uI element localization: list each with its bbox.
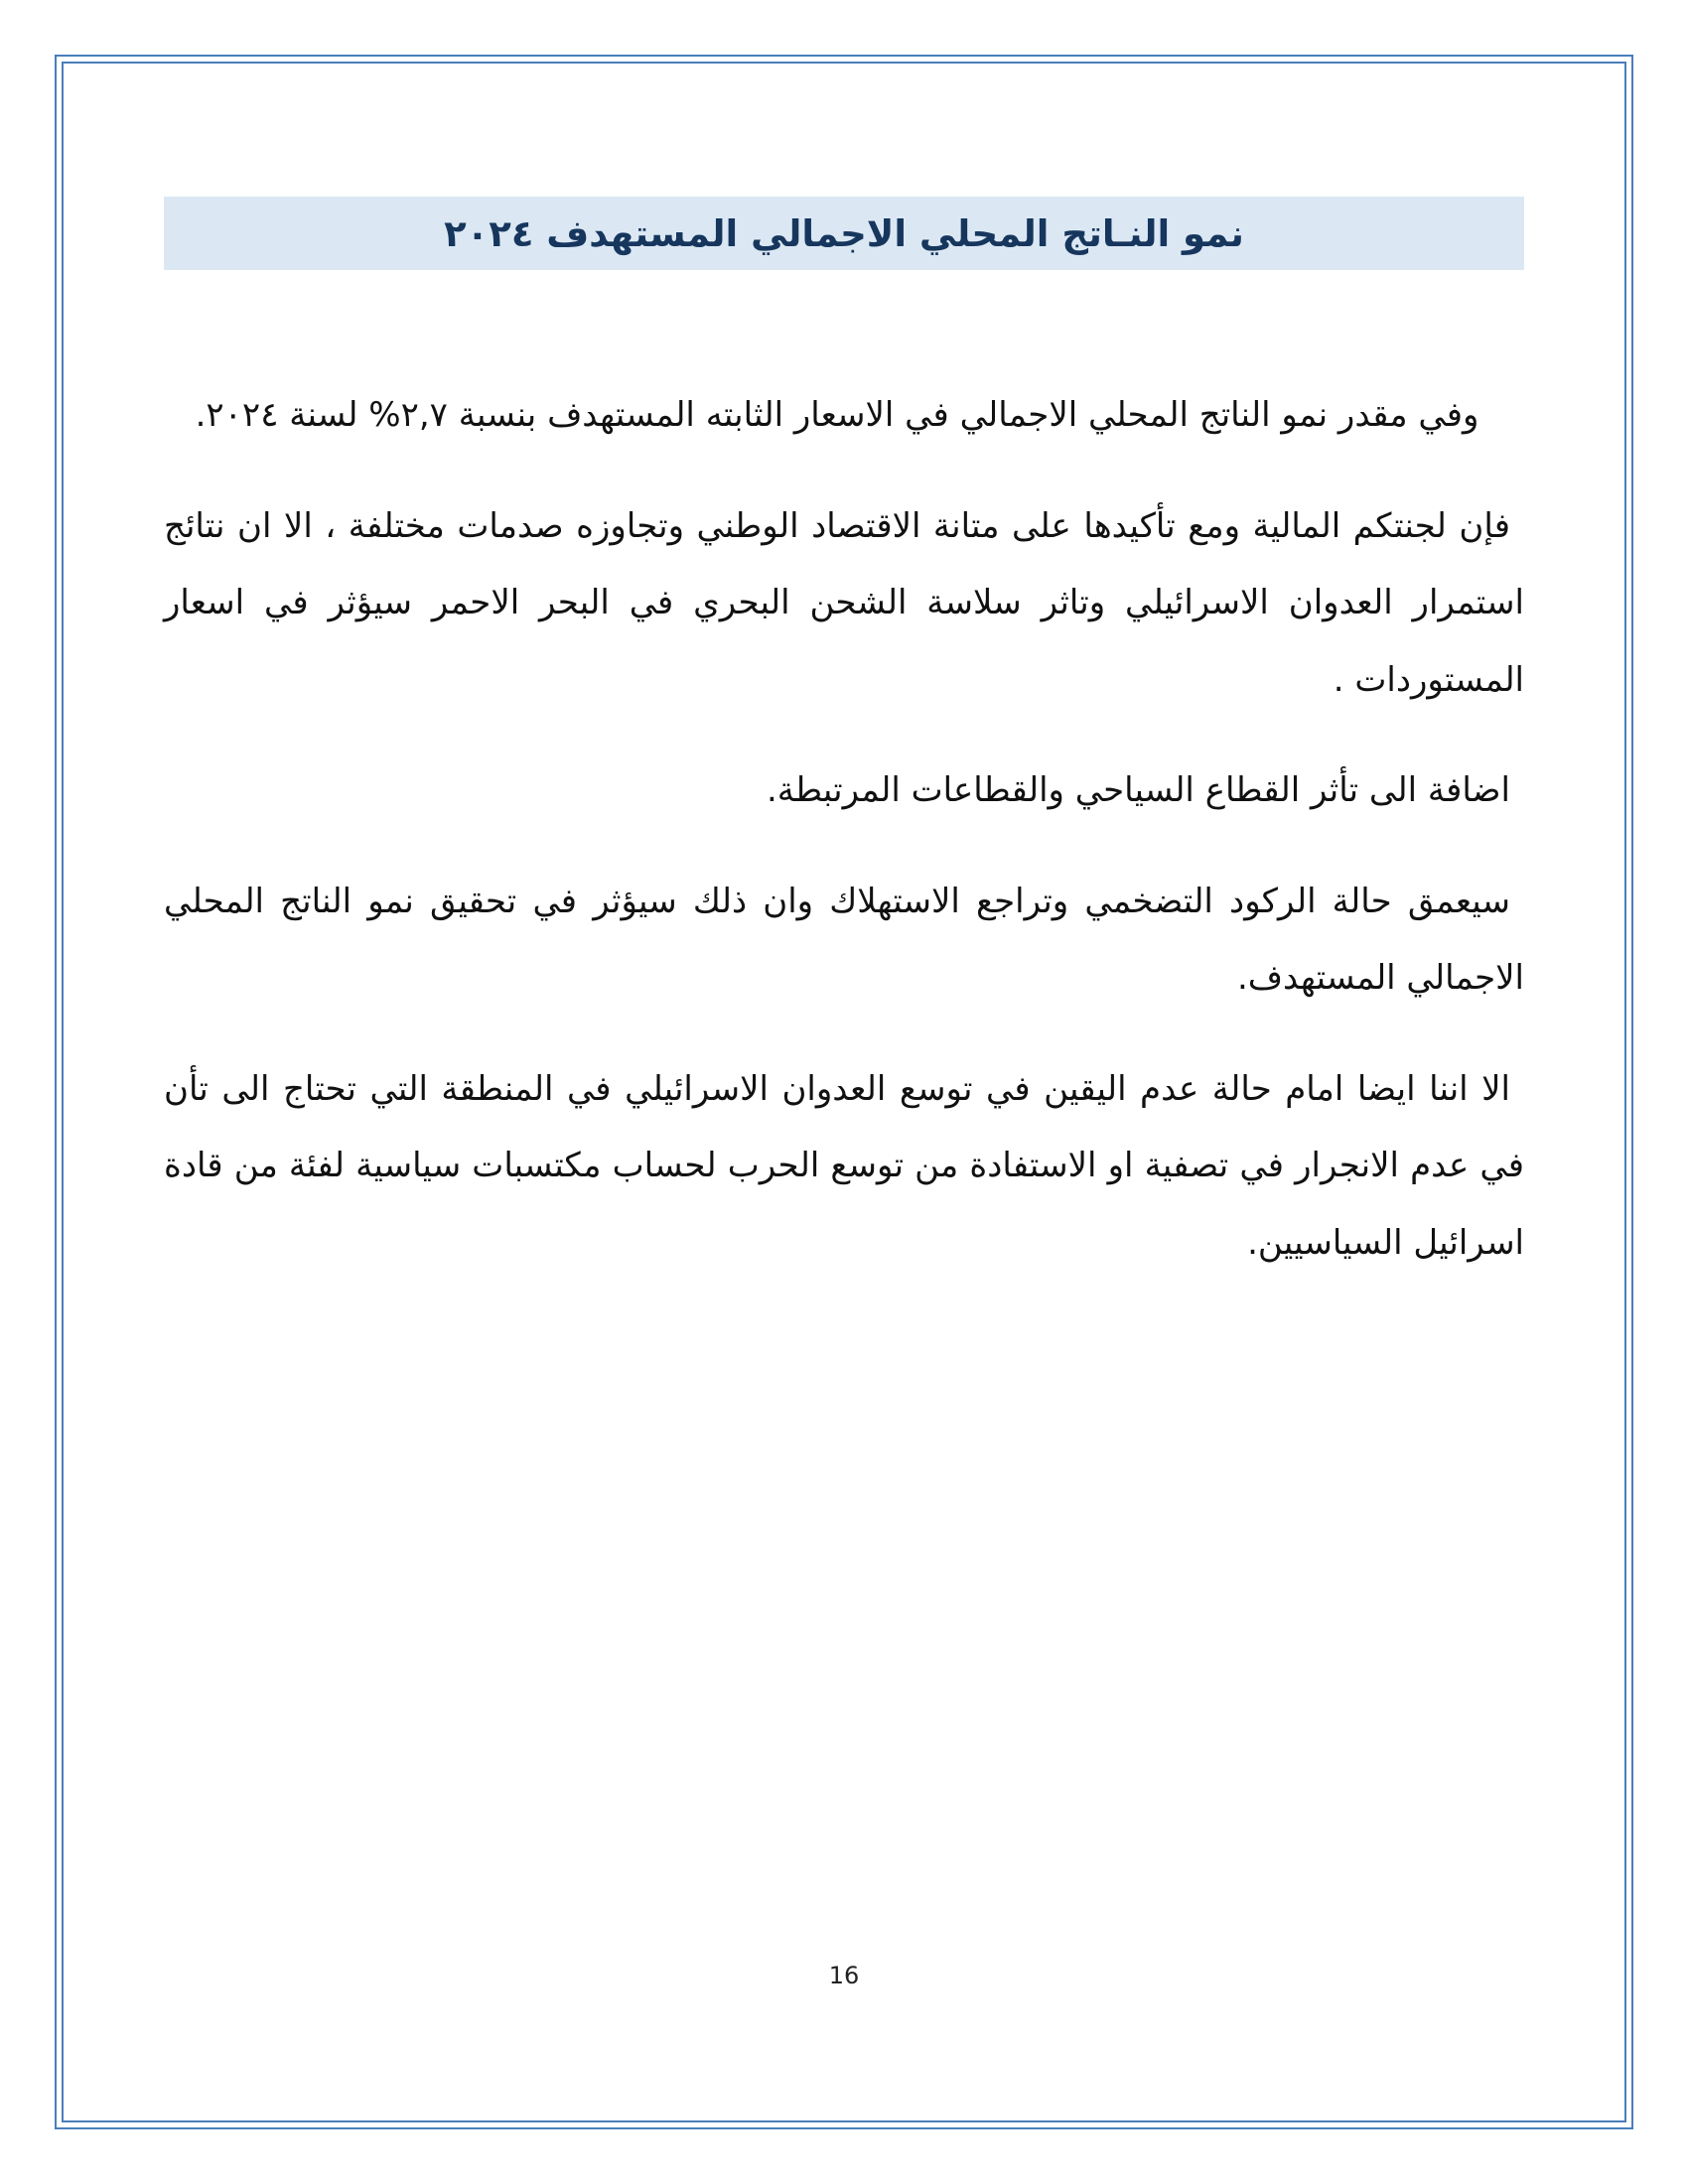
paragraph-uncertainty: الا اننا ايضا امام حالة عدم اليقين في توسع العدوان الاسرائيلي في المنطقة التي تحتاج الى تأن في عدم الانجرار في تصفية او الاستفادة من توسع الحرب لحساب مكتسبات سياسية لفئة من قادة اسرائيل السياسيين. [164, 1068, 1524, 1263]
paragraph-tourism-sector: اضافة الى تأثر القطاع السياحي والقطاعات المرتبطة. [766, 770, 1510, 811]
page-number: 16 [828, 1962, 860, 1989]
section-title: نمو النـاتج المحلي الاجمالي المستهدف ٢٠٢٤ [444, 211, 1244, 255]
paragraph-stagflation: سيعمق حالة الركود التضخمي وتراجع الاستهلاك وان ذلك سيؤثر في تحقيق نمو الناتج المحلي الاجمالي المستهدف. [164, 881, 1524, 999]
body-text [164, 377, 1524, 1282]
paragraph-gdp-estimate: وفي مقدر نمو الناتج المحلي الاجمالي في الاسعار الثابته المستهدف بنسبة ٢,٧% لسنة ٢٠٢٤. [195, 395, 1479, 435]
section-title-band [164, 197, 1524, 270]
page-content [164, 197, 1524, 1315]
paragraph-finance-committee: فإن لجنتكم المالية ومع تأكيدها على متانة الاقتصاد الوطني وتجاوزه صدمات مختلفة ، الا ان نتائج استمرار العدوان الاسرائيلي وتاثر سلاسة الشحن البحري في البحر الاحمر سيؤثر في اسعار المستوردات . [164, 505, 1524, 700]
